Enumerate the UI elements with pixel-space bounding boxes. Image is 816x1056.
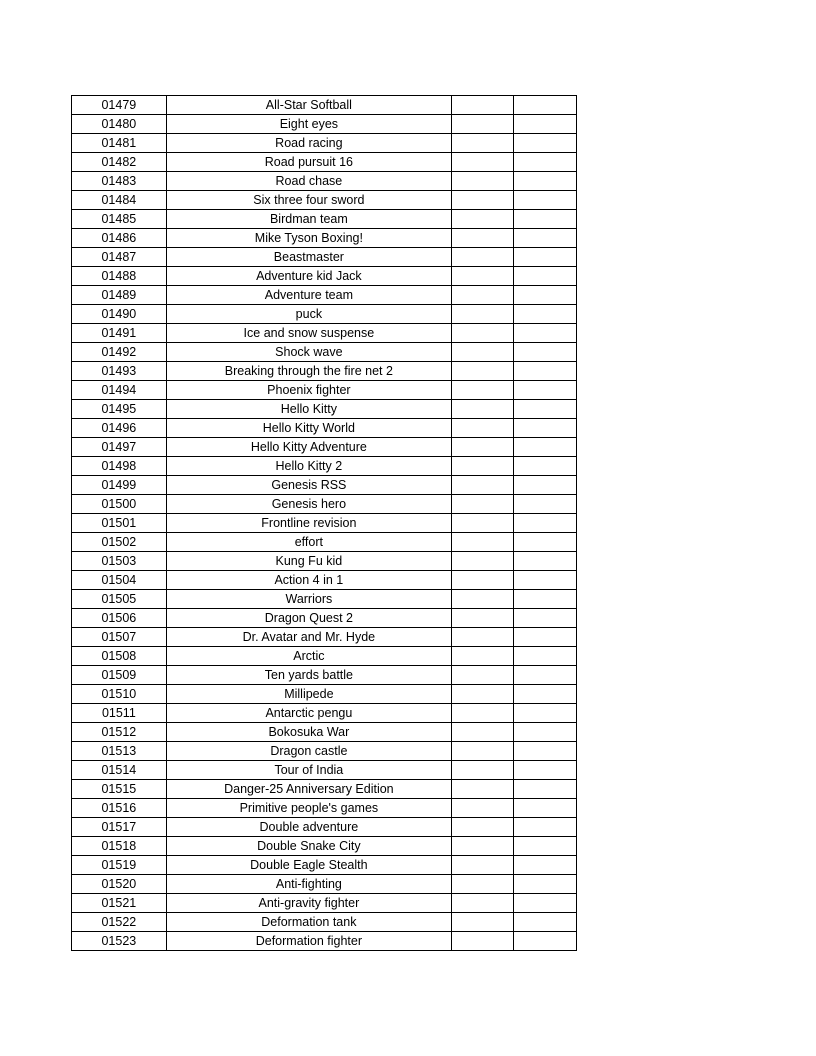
empty-cell	[514, 856, 577, 875]
game-title-cell: Anti-gravity fighter	[166, 894, 451, 913]
game-title-cell: Millipede	[166, 685, 451, 704]
empty-cell	[452, 894, 514, 913]
empty-cell	[452, 533, 514, 552]
empty-cell	[514, 305, 577, 324]
empty-cell	[514, 210, 577, 229]
table-row	[72, 704, 577, 723]
empty-cell	[514, 191, 577, 210]
empty-cell	[452, 381, 514, 400]
empty-cell	[452, 229, 514, 248]
table-row	[72, 628, 577, 647]
game-id-cell: 01516	[72, 799, 167, 818]
empty-cell	[514, 837, 577, 856]
table-row	[72, 856, 577, 875]
game-title-cell: Primitive people's games	[166, 799, 451, 818]
empty-cell	[514, 115, 577, 134]
empty-cell	[514, 476, 577, 495]
table-row	[72, 400, 577, 419]
game-id-cell: 01486	[72, 229, 167, 248]
game-list-table	[71, 95, 577, 951]
empty-cell	[514, 533, 577, 552]
empty-cell	[514, 248, 577, 267]
empty-cell	[452, 286, 514, 305]
game-title-cell: Arctic	[166, 647, 451, 666]
game-title-cell: Hello Kitty Adventure	[166, 438, 451, 457]
game-id-cell: 01503	[72, 552, 167, 571]
game-title-cell: Phoenix fighter	[166, 381, 451, 400]
game-title-cell: Dragon castle	[166, 742, 451, 761]
table-row	[72, 590, 577, 609]
game-title-cell: Double adventure	[166, 818, 451, 837]
empty-cell	[452, 324, 514, 343]
game-title-cell: Deformation tank	[166, 913, 451, 932]
empty-cell	[514, 343, 577, 362]
empty-cell	[452, 780, 514, 799]
game-id-cell: 01523	[72, 932, 167, 951]
empty-cell	[452, 799, 514, 818]
empty-cell	[452, 172, 514, 191]
empty-cell	[514, 894, 577, 913]
empty-cell	[452, 590, 514, 609]
game-id-cell: 01485	[72, 210, 167, 229]
game-title-cell: Road chase	[166, 172, 451, 191]
game-title-cell: Six three four sword	[166, 191, 451, 210]
game-title-cell: Shock wave	[166, 343, 451, 362]
table-row	[72, 419, 577, 438]
empty-cell	[514, 514, 577, 533]
game-title-cell: Warriors	[166, 590, 451, 609]
game-id-cell: 01519	[72, 856, 167, 875]
game-title-cell: Adventure team	[166, 286, 451, 305]
table-row	[72, 476, 577, 495]
empty-cell	[514, 913, 577, 932]
game-title-cell: Antarctic pengu	[166, 704, 451, 723]
table-row	[72, 343, 577, 362]
game-id-cell: 01497	[72, 438, 167, 457]
empty-cell	[514, 324, 577, 343]
empty-cell	[514, 704, 577, 723]
empty-cell	[452, 343, 514, 362]
table-row	[72, 267, 577, 286]
empty-cell	[514, 495, 577, 514]
empty-cell	[514, 799, 577, 818]
game-id-cell: 01482	[72, 153, 167, 172]
empty-cell	[452, 609, 514, 628]
empty-cell	[452, 96, 514, 115]
game-title-cell: Hello Kitty 2	[166, 457, 451, 476]
empty-cell	[452, 419, 514, 438]
table-row	[72, 457, 577, 476]
game-title-cell: Beastmaster	[166, 248, 451, 267]
table-row	[72, 742, 577, 761]
empty-cell	[452, 305, 514, 324]
game-title-cell: Genesis hero	[166, 495, 451, 514]
table-row	[72, 96, 577, 115]
game-id-cell: 01521	[72, 894, 167, 913]
empty-cell	[452, 495, 514, 514]
game-id-cell: 01509	[72, 666, 167, 685]
table-row	[72, 780, 577, 799]
empty-cell	[514, 685, 577, 704]
table-row	[72, 115, 577, 134]
game-id-cell: 01490	[72, 305, 167, 324]
game-id-cell: 01502	[72, 533, 167, 552]
game-id-cell: 01498	[72, 457, 167, 476]
table-row	[72, 286, 577, 305]
game-id-cell: 01480	[72, 115, 167, 134]
empty-cell	[452, 913, 514, 932]
game-title-cell: All-Star Softball	[166, 96, 451, 115]
table-row	[72, 685, 577, 704]
empty-cell	[514, 362, 577, 381]
table-row	[72, 324, 577, 343]
table-row	[72, 837, 577, 856]
table-row	[72, 514, 577, 533]
game-title-cell: Mike Tyson Boxing!	[166, 229, 451, 248]
empty-cell	[452, 875, 514, 894]
table-row	[72, 666, 577, 685]
game-id-cell: 01512	[72, 723, 167, 742]
game-id-cell: 01496	[72, 419, 167, 438]
empty-cell	[514, 818, 577, 837]
empty-cell	[514, 457, 577, 476]
empty-cell	[452, 818, 514, 837]
game-id-cell: 01483	[72, 172, 167, 191]
game-title-cell: Ice and snow suspense	[166, 324, 451, 343]
game-title-cell: Double Snake City	[166, 837, 451, 856]
game-title-cell: Dragon Quest 2	[166, 609, 451, 628]
empty-cell	[452, 742, 514, 761]
empty-cell	[514, 229, 577, 248]
empty-cell	[452, 571, 514, 590]
empty-cell	[514, 134, 577, 153]
game-id-cell: 01504	[72, 571, 167, 590]
table-row	[72, 723, 577, 742]
empty-cell	[452, 685, 514, 704]
table-row	[72, 153, 577, 172]
game-id-cell: 01481	[72, 134, 167, 153]
empty-cell	[452, 666, 514, 685]
game-id-cell: 01499	[72, 476, 167, 495]
game-id-cell: 01513	[72, 742, 167, 761]
empty-cell	[452, 476, 514, 495]
game-title-cell: Frontline revision	[166, 514, 451, 533]
empty-cell	[452, 210, 514, 229]
empty-cell	[452, 552, 514, 571]
table-row	[72, 913, 577, 932]
table-row	[72, 438, 577, 457]
empty-cell	[452, 267, 514, 286]
game-id-cell: 01493	[72, 362, 167, 381]
game-title-cell: Anti-fighting	[166, 875, 451, 894]
table-row	[72, 761, 577, 780]
empty-cell	[452, 647, 514, 666]
game-title-cell: Action 4 in 1	[166, 571, 451, 590]
game-title-cell: Double Eagle Stealth	[166, 856, 451, 875]
empty-cell	[514, 438, 577, 457]
game-id-cell: 01501	[72, 514, 167, 533]
empty-cell	[452, 115, 514, 134]
empty-cell	[452, 837, 514, 856]
empty-cell	[452, 134, 514, 153]
game-id-cell: 01522	[72, 913, 167, 932]
empty-cell	[514, 153, 577, 172]
game-id-cell: 01488	[72, 267, 167, 286]
game-title-cell: Hello Kitty World	[166, 419, 451, 438]
empty-cell	[514, 666, 577, 685]
table-row	[72, 305, 577, 324]
empty-cell	[514, 723, 577, 742]
empty-cell	[452, 362, 514, 381]
game-title-cell: Deformation fighter	[166, 932, 451, 951]
table-row	[72, 381, 577, 400]
game-title-cell: puck	[166, 305, 451, 324]
game-id-cell: 01494	[72, 381, 167, 400]
table-row	[72, 552, 577, 571]
game-id-cell: 01515	[72, 780, 167, 799]
empty-cell	[514, 742, 577, 761]
game-id-cell: 01484	[72, 191, 167, 210]
empty-cell	[514, 761, 577, 780]
game-title-cell: Eight eyes	[166, 115, 451, 134]
empty-cell	[452, 704, 514, 723]
game-id-cell: 01518	[72, 837, 167, 856]
empty-cell	[452, 153, 514, 172]
game-title-cell: Kung Fu kid	[166, 552, 451, 571]
game-title-cell: Adventure kid Jack	[166, 267, 451, 286]
game-id-cell: 01495	[72, 400, 167, 419]
empty-cell	[514, 172, 577, 191]
game-title-cell: Road racing	[166, 134, 451, 153]
empty-cell	[514, 286, 577, 305]
table-row	[72, 875, 577, 894]
empty-cell	[452, 400, 514, 419]
game-id-cell: 01507	[72, 628, 167, 647]
empty-cell	[514, 267, 577, 286]
game-title-cell: Dr. Avatar and Mr. Hyde	[166, 628, 451, 647]
empty-cell	[452, 191, 514, 210]
table-row	[72, 229, 577, 248]
empty-cell	[452, 438, 514, 457]
game-title-cell: Road pursuit 16	[166, 153, 451, 172]
game-title-cell: Ten yards battle	[166, 666, 451, 685]
game-title-cell: Genesis RSS	[166, 476, 451, 495]
table-row	[72, 134, 577, 153]
empty-cell	[514, 628, 577, 647]
game-id-cell: 01511	[72, 704, 167, 723]
game-id-cell: 01491	[72, 324, 167, 343]
empty-cell	[452, 761, 514, 780]
game-title-cell: Bokosuka War	[166, 723, 451, 742]
empty-cell	[514, 96, 577, 115]
empty-cell	[452, 932, 514, 951]
game-title-cell: effort	[166, 533, 451, 552]
empty-cell	[514, 571, 577, 590]
table-row	[72, 191, 577, 210]
game-list-body	[72, 96, 577, 951]
empty-cell	[514, 932, 577, 951]
table-row	[72, 248, 577, 267]
table-row	[72, 894, 577, 913]
table-row	[72, 495, 577, 514]
empty-cell	[514, 552, 577, 571]
empty-cell	[514, 875, 577, 894]
game-id-cell: 01500	[72, 495, 167, 514]
game-title-cell: Birdman team	[166, 210, 451, 229]
empty-cell	[452, 856, 514, 875]
empty-cell	[514, 590, 577, 609]
game-id-cell: 01489	[72, 286, 167, 305]
empty-cell	[452, 457, 514, 476]
game-id-cell: 01517	[72, 818, 167, 837]
empty-cell	[452, 248, 514, 267]
empty-cell	[452, 514, 514, 533]
game-title-cell: Hello Kitty	[166, 400, 451, 419]
game-id-cell: 01520	[72, 875, 167, 894]
table-row	[72, 609, 577, 628]
table-row	[72, 818, 577, 837]
empty-cell	[514, 400, 577, 419]
table-row	[72, 172, 577, 191]
game-title-cell: Breaking through the fire net 2	[166, 362, 451, 381]
game-id-cell: 01505	[72, 590, 167, 609]
empty-cell	[514, 609, 577, 628]
game-title-cell: Danger-25 Anniversary Edition	[166, 780, 451, 799]
game-id-cell: 01487	[72, 248, 167, 267]
game-id-cell: 01508	[72, 647, 167, 666]
table-row	[72, 932, 577, 951]
empty-cell	[514, 647, 577, 666]
game-id-cell: 01514	[72, 761, 167, 780]
empty-cell	[514, 419, 577, 438]
table-row	[72, 533, 577, 552]
table-row	[72, 362, 577, 381]
table-row	[72, 571, 577, 590]
empty-cell	[452, 628, 514, 647]
table-row	[72, 647, 577, 666]
table-row	[72, 799, 577, 818]
empty-cell	[452, 723, 514, 742]
empty-cell	[514, 381, 577, 400]
game-id-cell: 01506	[72, 609, 167, 628]
game-id-cell: 01492	[72, 343, 167, 362]
table-row	[72, 210, 577, 229]
empty-cell	[514, 780, 577, 799]
game-title-cell: Tour of India	[166, 761, 451, 780]
game-id-cell: 01510	[72, 685, 167, 704]
game-id-cell: 01479	[72, 96, 167, 115]
